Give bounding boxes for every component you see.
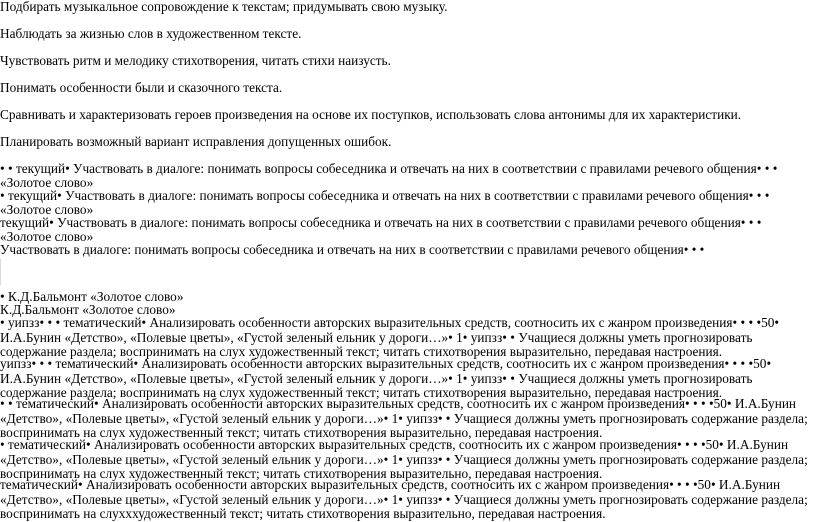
dialog-line-2: • текущий• Участвовать в диалоге: понимать вопросы собеседника и отвечать на них в соответствии с правилами речевого общения• • •	[0, 188, 770, 203]
paragraph-words: Наблюдать за жизнью слов в художественном тексте.	[0, 26, 302, 41]
blank-cell-divider	[0, 259, 3, 285]
golden-word-1: «Золотое слово»	[0, 175, 94, 190]
golden-word-3: «Золотое слово»	[0, 229, 94, 244]
balmont-line-2: К.Д.Бальмонт «Золотое слово»	[0, 302, 176, 317]
bunin-block-3: • • тематический• Анализировать особенности авторских выразительных средств, соотносить их с жанром произведения• • • •50• И.А.Бунин «Детство», «Полевые цветы», «Густой зеленый ельник у дороги…»• 1• уипзз• • Учащиеся должны уметь прогнозировать содержание раздела; воспринимать на слух художественный текст; читать стихотворения выразительно, передавая настроения.	[0, 396, 808, 441]
dialog-line-4: Участвовать в диалоге: понимать вопросы собеседника и отвечать на них в соответствии с правилами речевого общения• • •	[0, 242, 705, 257]
paragraph-byl: Понимать особенности были и сказочного текста.	[0, 80, 283, 95]
balmont-line-1: • К.Д.Бальмонт «Золотое слово»	[0, 289, 184, 304]
golden-word-2: «Золотое слово»	[0, 202, 94, 217]
paragraph-heroes: Сравнивать и характеризовать героев произведения на основе их поступков, использовать слова антонимы для их характеристики.	[0, 107, 742, 122]
bunin-block-1: • уипзз• • • тематический• Анализировать особенности авторских выразительных средств, соотносить их с жанром произведения• • • •50• И.А.Бунин «Детство», «Полевые цветы», «Густой зеленый ельник у дороги…»• 1• уипзз• • Учащиеся должны уметь прогнозировать содержание раздела; воспринимать на слух художественный текст; читать стихотворения выразительно, передавая настроения.	[0, 315, 780, 360]
bunin-block-2: уипзз• • • тематический• Анализировать особенности авторских выразительных средств, соотносить их с жанром произведения• • • •50• И.А.Бунин «Детство», «Полевые цветы», «Густой зеленый ельник у дороги…»• 1• уипзз• • Учащиеся должны уметь прогнозировать содержание раздела; воспринимать на слух художественный текст; читать стихотворения выразительно, передавая настроения.	[0, 356, 772, 401]
bunin-block-4: • тематический• Анализировать особенности авторских выразительных средств, соотносить их с жанром произведения• • • •50• И.А.Бунин «Детство», «Полевые цветы», «Густой зеленый ельник у дороги…»• 1• уипзз• • Учащиеся должны уметь прогнозировать содержание раздела; воспринимать на слух художественный текст; читать стихотворения выразительно, передавая настроения.	[0, 437, 808, 482]
dialog-line-1: • • текущий• Участвовать в диалоге: понимать вопросы собеседника и отвечать на них в соответствии с правилами речевого общения• • •	[0, 161, 778, 176]
paragraph-music: Подбирать музыкальное сопровождение к текстам; придумывать свою музыку.	[0, 0, 448, 14]
bunin-block-5: тематический• Анализировать особенности авторских выразительных средств, соотносить их с жанром произведения• • • •50• И.А.Бунин «Детство», «Полевые цветы», «Густой зеленый ельник у дороги…»• 1• уипзз• • Учащиеся должны уметь прогнозировать содержание раздела; воспринимать на слухххудожественный текст; читать стихотворения выразительно, передавая настроения.	[0, 477, 808, 522]
paragraph-errors: Планировать возможный вариант исправления допущенных ошибок.	[0, 134, 392, 149]
paragraph-rhythm: Чувствовать ритм и мелодику стихотворения, читать стихи наизусть.	[0, 53, 391, 68]
dialog-line-3: текущий• Участвовать в диалоге: понимать вопросы собеседника и отвечать на них в соответствии с правилами речевого общения• • •	[0, 215, 762, 230]
